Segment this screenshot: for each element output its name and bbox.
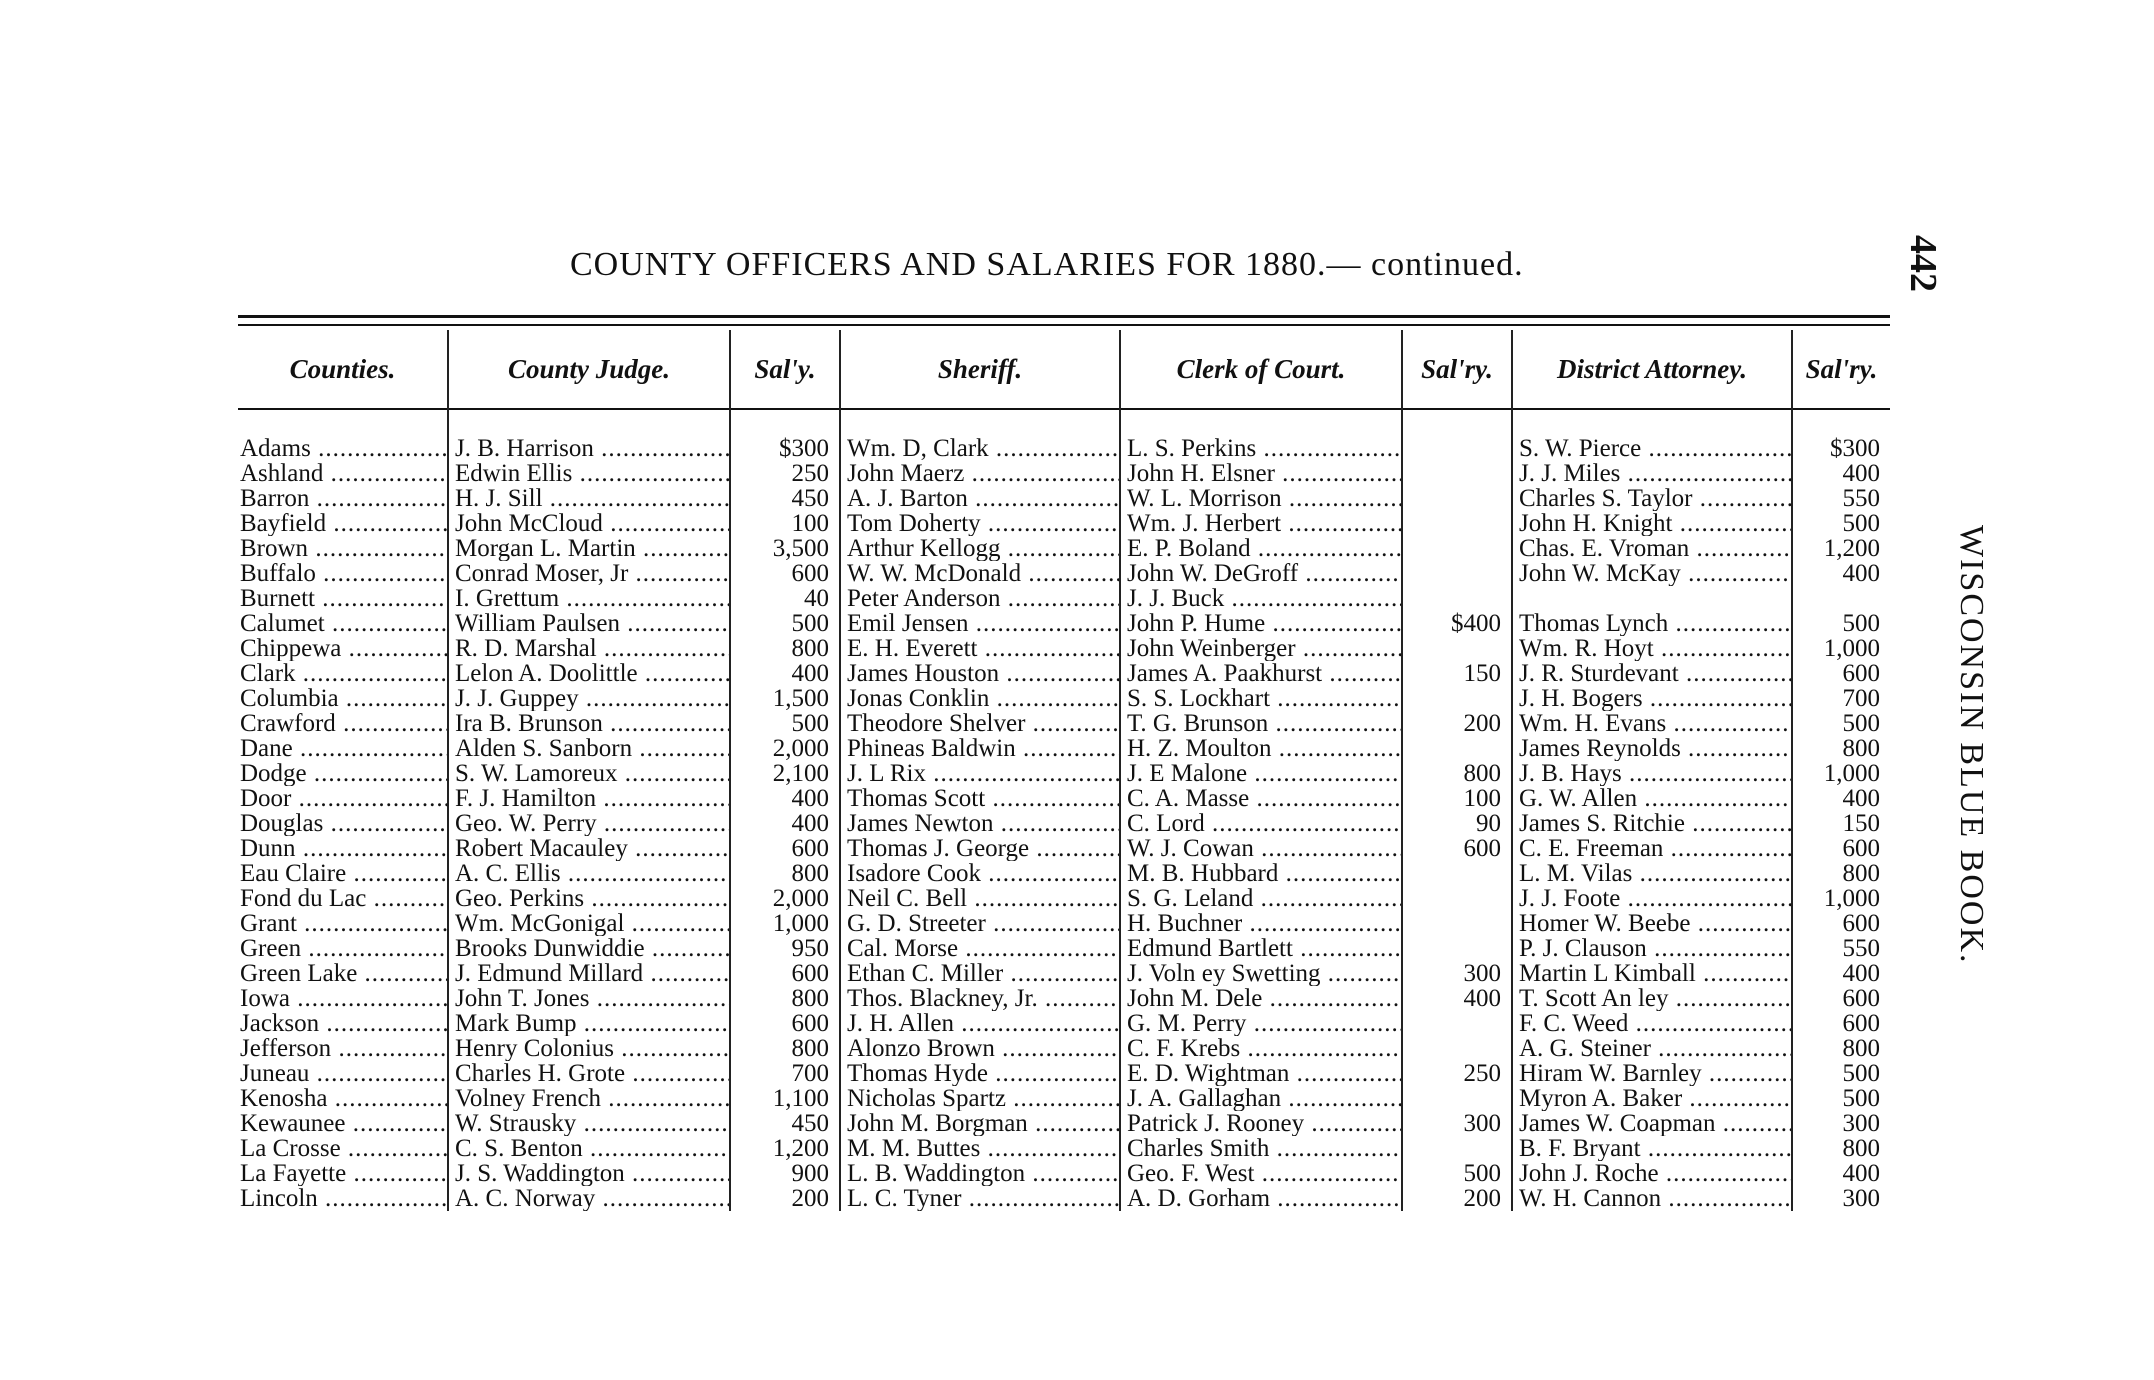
sheriff-cell: John M. Borgman ..... [840, 1111, 1120, 1136]
judge-cell: Mark Bump ..... [448, 1011, 730, 1036]
clerk-cell: H. Z. Moulton ..... [1120, 736, 1402, 761]
sheriff-cell: W. W. McDonald ..... [840, 561, 1120, 586]
attorney-cell: T. Scott An ley ..... [1512, 986, 1792, 1011]
attorney-cell: John W. McKay ..... [1512, 561, 1792, 586]
county-cell: Green Lake ..... [238, 961, 448, 986]
attorney-cell: Hiram W. Barnley ..... [1512, 1061, 1792, 1086]
judge-salary-cell: 400 [730, 661, 840, 686]
judge-cell: Geo. W. Perry ..... [448, 811, 730, 836]
judge-cell: Henry Colonius ..... [448, 1036, 730, 1061]
attorney-cell: J. H. Bogers ..... [1512, 686, 1792, 711]
clerk-salary-cell [1402, 536, 1512, 561]
judge-cell: Alden S. Sanborn ..... [448, 736, 730, 761]
clerk-cell: W. J. Cowan ..... [1120, 836, 1402, 861]
judge-salary-cell: 400 [730, 811, 840, 836]
table-row [238, 911, 1890, 936]
sheriff-cell: J. L Rix ..... [840, 761, 1120, 786]
attorney-cell: James W. Coapman ..... [1512, 1111, 1792, 1136]
clerk-salary-cell [1402, 511, 1512, 536]
county-cell: Bayfield ..... [238, 511, 448, 536]
county-cell: Jefferson ..... [238, 1036, 448, 1061]
judge-cell: H. J. Sill ..... [448, 486, 730, 511]
attorney-cell: B. F. Bryant ..... [1512, 1136, 1792, 1161]
judge-salary-cell: 1,500 [730, 686, 840, 711]
county-cell: La Fayette ..... [238, 1161, 448, 1186]
clerk-cell: S. G. Leland ..... [1120, 886, 1402, 911]
judge-salary-cell: 500 [730, 611, 840, 636]
clerk-salary-cell [1402, 686, 1512, 711]
clerk-cell: J. J. Buck ..... [1120, 586, 1402, 611]
attorney-salary-cell: 300 [1792, 1186, 1890, 1211]
attorney-salary-cell [1792, 586, 1890, 611]
attorney-cell: Charles S. Taylor ..... [1512, 486, 1792, 511]
county-cell: Dodge ..... [238, 761, 448, 786]
attorney-cell: J. B. Hays ..... [1512, 761, 1792, 786]
clerk-salary-cell [1402, 861, 1512, 886]
attorney-salary-cell: 550 [1792, 936, 1890, 961]
judge-salary-cell: 600 [730, 561, 840, 586]
page-number: 442 [1902, 235, 1944, 292]
clerk-salary-cell [1402, 1011, 1512, 1036]
clerk-cell: Charles Smith ..... [1120, 1136, 1402, 1161]
judge-cell: J. Edmund Millard ..... [448, 961, 730, 986]
header-clerk-of-court: Clerk of Court. [1120, 330, 1402, 408]
clerk-salary-cell: 600 [1402, 836, 1512, 861]
judge-salary-cell: 800 [730, 1036, 840, 1061]
attorney-salary-cell: 1,000 [1792, 886, 1890, 911]
clerk-salary-cell: 100 [1402, 786, 1512, 811]
attorney-cell: A. G. Steiner ..... [1512, 1036, 1792, 1061]
clerk-cell: John W. DeGroff ..... [1120, 561, 1402, 586]
header-county-judge: County Judge. [448, 330, 730, 408]
attorney-cell: S. W. Pierce ..... [1512, 408, 1792, 461]
judge-salary-cell: 800 [730, 636, 840, 661]
clerk-cell: C. F. Krebs ..... [1120, 1036, 1402, 1061]
sheriff-cell: Phineas Baldwin ..... [840, 736, 1120, 761]
clerk-salary-cell [1402, 486, 1512, 511]
judge-salary-cell: 400 [730, 786, 840, 811]
sheriff-cell: Peter Anderson ..... [840, 586, 1120, 611]
attorney-salary-cell: 400 [1792, 1161, 1890, 1186]
clerk-cell: W. L. Morrison ..... [1120, 486, 1402, 511]
table-row [238, 1036, 1890, 1061]
clerk-cell: H. Buchner ..... [1120, 911, 1402, 936]
judge-salary-cell: 700 [730, 1061, 840, 1086]
attorney-salary-cell: 400 [1792, 786, 1890, 811]
table-row [238, 511, 1890, 536]
attorney-cell: J. J. Miles ..... [1512, 461, 1792, 486]
attorney-salary-cell: 500 [1792, 511, 1890, 536]
clerk-salary-cell [1402, 1086, 1512, 1111]
county-cell: Adams ..... [238, 408, 448, 461]
clerk-salary-cell: 200 [1402, 1186, 1512, 1211]
clerk-salary-cell: 300 [1402, 1111, 1512, 1136]
attorney-salary-cell: 700 [1792, 686, 1890, 711]
sheriff-cell: E. H. Everett ..... [840, 636, 1120, 661]
sheriff-cell: James Newton ..... [840, 811, 1120, 836]
attorney-salary-cell: 550 [1792, 486, 1890, 511]
attorney-salary-cell: 600 [1792, 986, 1890, 1011]
attorney-cell: J. J. Foote ..... [1512, 886, 1792, 911]
top-rule-light [238, 324, 1890, 326]
judge-cell: Geo. Perkins ..... [448, 886, 730, 911]
sheriff-cell: A. J. Barton ..... [840, 486, 1120, 511]
sheriff-cell: Ethan C. Miller ..... [840, 961, 1120, 986]
table-row [238, 886, 1890, 911]
county-cell: Crawford ..... [238, 711, 448, 736]
county-cell: Chippewa ..... [238, 636, 448, 661]
attorney-cell: John J. Roche ..... [1512, 1161, 1792, 1186]
judge-cell: Edwin Ellis ..... [448, 461, 730, 486]
attorney-salary-cell: 600 [1792, 911, 1890, 936]
sheriff-cell: G. D. Streeter ..... [840, 911, 1120, 936]
attorney-cell: L. M. Vilas ..... [1512, 861, 1792, 886]
clerk-salary-cell [1402, 636, 1512, 661]
attorney-cell: W. H. Cannon ..... [1512, 1186, 1792, 1211]
judge-cell: William Paulsen ..... [448, 611, 730, 636]
county-cell: Barron ..... [238, 486, 448, 511]
table-row [238, 1061, 1890, 1086]
judge-cell: Volney French ..... [448, 1086, 730, 1111]
clerk-cell: James A. Paakhurst ..... [1120, 661, 1402, 686]
clerk-cell: E. D. Wightman ..... [1120, 1061, 1402, 1086]
page-title: COUNTY OFFICERS AND SALARIES FOR 1880.— continued. [570, 246, 1524, 283]
clerk-salary-cell: 250 [1402, 1061, 1512, 1086]
judge-cell: J. J. Guppey ..... [448, 686, 730, 711]
attorney-salary-cell: 800 [1792, 1136, 1890, 1161]
judge-cell: A. C. Norway ..... [448, 1186, 730, 1211]
clerk-salary-cell: 800 [1402, 761, 1512, 786]
table-row [238, 986, 1890, 1011]
table-row [238, 1136, 1890, 1161]
attorney-cell: G. W. Allen ..... [1512, 786, 1792, 811]
sheriff-cell: M. M. Buttes ..... [840, 1136, 1120, 1161]
judge-salary-cell: 900 [730, 1161, 840, 1186]
clerk-cell: J. E Malone ..... [1120, 761, 1402, 786]
clerk-cell: John M. Dele ..... [1120, 986, 1402, 1011]
sheriff-cell: Nicholas Spartz ..... [840, 1086, 1120, 1111]
table-row [238, 611, 1890, 636]
clerk-cell: John P. Hume ..... [1120, 611, 1402, 636]
clerk-cell: T. G. Brunson ..... [1120, 711, 1402, 736]
county-cell: Eau Claire ..... [238, 861, 448, 886]
table-row [238, 408, 1890, 461]
sheriff-cell: Wm. D, Clark ..... [840, 408, 1120, 461]
table-row [238, 1011, 1890, 1036]
county-cell: Jackson ..... [238, 1011, 448, 1036]
judge-cell: J. B. Harrison ..... [448, 408, 730, 461]
county-cell: Columbia ..... [238, 686, 448, 711]
attorney-salary-cell: 800 [1792, 861, 1890, 886]
attorney-salary-cell: 500 [1792, 711, 1890, 736]
judge-cell: Wm. McGonigal ..... [448, 911, 730, 936]
judge-cell: Brooks Dunwiddie ..... [448, 936, 730, 961]
table-row [238, 1111, 1890, 1136]
attorney-salary-cell: 600 [1792, 661, 1890, 686]
judge-cell: R. D. Marshal ..... [448, 636, 730, 661]
attorney-salary-cell: 600 [1792, 836, 1890, 861]
attorney-salary-cell: 600 [1792, 1011, 1890, 1036]
judge-salary-cell: 800 [730, 861, 840, 886]
sheriff-cell: Tom Doherty ..... [840, 511, 1120, 536]
clerk-cell: John H. Elsner ..... [1120, 461, 1402, 486]
judge-cell: A. C. Ellis ..... [448, 861, 730, 886]
judge-salary-cell: $300 [730, 408, 840, 461]
clerk-cell: Wm. J. Herbert ..... [1120, 511, 1402, 536]
judge-cell: C. S. Benton ..... [448, 1136, 730, 1161]
header-clerk-salary: Sal'ry. [1402, 330, 1512, 408]
table-row [238, 586, 1890, 611]
judge-cell: Lelon A. Doolittle ..... [448, 661, 730, 686]
attorney-salary-cell: 400 [1792, 961, 1890, 986]
sheriff-cell: L. C. Tyner ..... [840, 1186, 1120, 1211]
sheriff-cell: Thomas J. George ..... [840, 836, 1120, 861]
attorney-cell: Wm. R. Hoyt ..... [1512, 636, 1792, 661]
table-row [238, 811, 1890, 836]
header-attorney-salary: Sal'ry. [1792, 330, 1890, 408]
clerk-salary-cell [1402, 1036, 1512, 1061]
table-row [238, 561, 1890, 586]
attorney-salary-cell: 400 [1792, 461, 1890, 486]
header-district-attorney: District Attorney. [1512, 330, 1792, 408]
judge-salary-cell: 2,000 [730, 886, 840, 911]
clerk-salary-cell: 500 [1402, 1161, 1512, 1186]
judge-salary-cell: 500 [730, 711, 840, 736]
county-officers-table [238, 330, 1890, 1211]
sheriff-cell: Thomas Scott ..... [840, 786, 1120, 811]
sheriff-cell: Neil C. Bell ..... [840, 886, 1120, 911]
county-cell: Burnett ..... [238, 586, 448, 611]
clerk-salary-cell: 200 [1402, 711, 1512, 736]
sheriff-cell: Arthur Kellogg ..... [840, 536, 1120, 561]
table-row [238, 761, 1890, 786]
table-row [238, 836, 1890, 861]
table-row [238, 486, 1890, 511]
sheriff-cell: John Maerz ..... [840, 461, 1120, 486]
clerk-cell: A. D. Gorham ..... [1120, 1186, 1402, 1211]
judge-salary-cell: 450 [730, 1111, 840, 1136]
clerk-cell: Edmund Bartlett ..... [1120, 936, 1402, 961]
county-cell: Grant ..... [238, 911, 448, 936]
judge-cell: Charles H. Grote ..... [448, 1061, 730, 1086]
county-cell: Kewaunee ..... [238, 1111, 448, 1136]
clerk-cell: S. S. Lockhart ..... [1120, 686, 1402, 711]
attorney-cell [1512, 586, 1792, 611]
judge-salary-cell: 3,500 [730, 536, 840, 561]
county-cell: Dane ..... [238, 736, 448, 761]
sheriff-cell: Thomas Hyde ..... [840, 1061, 1120, 1086]
attorney-salary-cell: 500 [1792, 1061, 1890, 1086]
attorney-salary-cell: 1,200 [1792, 536, 1890, 561]
county-cell: Calumet ..... [238, 611, 448, 636]
sheriff-cell: L. B. Waddington ..... [840, 1161, 1120, 1186]
county-cell: Kenosha ..... [238, 1086, 448, 1111]
running-head: WISCONSIN BLUE BOOK. [1953, 525, 1990, 965]
clerk-cell: J. Voln ey Swetting ..... [1120, 961, 1402, 986]
clerk-cell: M. B. Hubbard ..... [1120, 861, 1402, 886]
judge-salary-cell: 40 [730, 586, 840, 611]
judge-salary-cell: 800 [730, 986, 840, 1011]
table-row [238, 661, 1890, 686]
clerk-salary-cell: 150 [1402, 661, 1512, 686]
judge-salary-cell: 600 [730, 1011, 840, 1036]
judge-salary-cell: 250 [730, 461, 840, 486]
table-body [238, 408, 1890, 1211]
header-counties: Counties. [289, 353, 396, 384]
judge-cell: Conrad Moser, Jr ..... [448, 561, 730, 586]
judge-salary-cell: 450 [730, 486, 840, 511]
attorney-salary-cell: 500 [1792, 1086, 1890, 1111]
county-cell: Douglas ..... [238, 811, 448, 836]
county-cell: Ashland ..... [238, 461, 448, 486]
county-cell: Juneau ..... [238, 1061, 448, 1086]
judge-cell: J. S. Waddington ..... [448, 1161, 730, 1186]
clerk-salary-cell [1402, 408, 1512, 461]
clerk-cell: G. M. Perry ..... [1120, 1011, 1402, 1036]
sheriff-cell: Jonas Conklin ..... [840, 686, 1120, 711]
sheriff-cell: Alonzo Brown ..... [840, 1036, 1120, 1061]
judge-cell: John T. Jones ..... [448, 986, 730, 1011]
county-cell: Brown ..... [238, 536, 448, 561]
table-row [238, 686, 1890, 711]
sheriff-cell: Thos. Blackney, Jr. ..... [840, 986, 1120, 1011]
attorney-salary-cell: 500 [1792, 611, 1890, 636]
attorney-cell: J. R. Sturdevant ..... [1512, 661, 1792, 686]
table-row [238, 636, 1890, 661]
table-row [238, 1086, 1890, 1111]
clerk-salary-cell: $400 [1402, 611, 1512, 636]
judge-salary-cell: 200 [730, 1186, 840, 1211]
clerk-salary-cell [1402, 736, 1512, 761]
county-cell: Dunn ..... [238, 836, 448, 861]
attorney-cell: P. J. Clauson ..... [1512, 936, 1792, 961]
clerk-cell: C. A. Masse ..... [1120, 786, 1402, 811]
county-cell: Buffalo ..... [238, 561, 448, 586]
sheriff-cell: James Houston ..... [840, 661, 1120, 686]
clerk-salary-cell: 90 [1402, 811, 1512, 836]
county-cell: Door ..... [238, 786, 448, 811]
attorney-salary-cell: 800 [1792, 1036, 1890, 1061]
attorney-cell: James S. Ritchie ..... [1512, 811, 1792, 836]
clerk-salary-cell [1402, 586, 1512, 611]
judge-salary-cell: 2,100 [730, 761, 840, 786]
attorney-salary-cell: 800 [1792, 736, 1890, 761]
sheriff-cell: Theodore Shelver ..... [840, 711, 1120, 736]
clerk-cell: John Weinberger ..... [1120, 636, 1402, 661]
sheriff-cell: Emil Jensen ..... [840, 611, 1120, 636]
table-row [238, 786, 1890, 811]
attorney-cell: Myron A. Baker ..... [1512, 1086, 1792, 1111]
attorney-cell: Thomas Lynch ..... [1512, 611, 1792, 636]
attorney-salary-cell: 1,000 [1792, 636, 1890, 661]
table-row [238, 961, 1890, 986]
header-sheriff: Sheriff. [840, 330, 1120, 408]
judge-cell: John McCloud ..... [448, 511, 730, 536]
judge-cell: Morgan L. Martin ..... [448, 536, 730, 561]
attorney-cell: Chas. E. Vroman ..... [1512, 536, 1792, 561]
table-row [238, 736, 1890, 761]
attorney-salary-cell: $300 [1792, 408, 1890, 461]
attorney-salary-cell: 400 [1792, 561, 1890, 586]
attorney-salary-cell: 150 [1792, 811, 1890, 836]
attorney-cell: Wm. H. Evans ..... [1512, 711, 1792, 736]
clerk-cell: C. Lord ..... [1120, 811, 1402, 836]
clerk-cell: Patrick J. Rooney ..... [1120, 1111, 1402, 1136]
county-cell: Clark ..... [238, 661, 448, 686]
judge-cell: S. W. Lamoreux ..... [448, 761, 730, 786]
attorney-cell: C. E. Freeman ..... [1512, 836, 1792, 861]
judge-salary-cell: 1,200 [730, 1136, 840, 1161]
top-rule-heavy [238, 315, 1890, 318]
table-row [238, 1186, 1890, 1211]
clerk-salary-cell [1402, 911, 1512, 936]
clerk-salary-cell: 400 [1402, 986, 1512, 1011]
county-cell: Lincoln ..... [238, 1186, 448, 1211]
judge-cell: W. Strausky ..... [448, 1111, 730, 1136]
sheriff-cell: J. H. Allen ..... [840, 1011, 1120, 1036]
county-cell: La Crosse ..... [238, 1136, 448, 1161]
clerk-salary-cell: 300 [1402, 961, 1512, 986]
clerk-cell: Geo. F. West ..... [1120, 1161, 1402, 1186]
judge-salary-cell: 1,000 [730, 911, 840, 936]
county-cell: Iowa ..... [238, 986, 448, 1011]
clerk-salary-cell [1402, 561, 1512, 586]
attorney-salary-cell: 1,000 [1792, 761, 1890, 786]
clerk-cell: J. A. Gallaghan ..... [1120, 1086, 1402, 1111]
table-row [238, 936, 1890, 961]
clerk-cell: L. S. Perkins ..... [1120, 408, 1402, 461]
table-row [238, 536, 1890, 561]
attorney-cell: F. C. Weed ..... [1512, 1011, 1792, 1036]
table-row [238, 861, 1890, 886]
judge-cell: I. Grettum ..... [448, 586, 730, 611]
sheriff-cell: Cal. Morse ..... [840, 936, 1120, 961]
judge-salary-cell: 950 [730, 936, 840, 961]
attorney-cell: John H. Knight ..... [1512, 511, 1792, 536]
sheriff-cell: Isadore Cook ..... [840, 861, 1120, 886]
table-row [238, 711, 1890, 736]
attorney-salary-cell: 300 [1792, 1111, 1890, 1136]
judge-salary-cell: 600 [730, 961, 840, 986]
judge-salary-cell: 100 [730, 511, 840, 536]
attorney-cell: Martin L Kimball ..... [1512, 961, 1792, 986]
judge-cell: Ira B. Brunson ..... [448, 711, 730, 736]
clerk-salary-cell [1402, 936, 1512, 961]
attorney-cell: Homer W. Beebe ..... [1512, 911, 1792, 936]
judge-salary-cell: 2,000 [730, 736, 840, 761]
clerk-cell: E. P. Boland ..... [1120, 536, 1402, 561]
clerk-salary-cell [1402, 461, 1512, 486]
judge-cell: Robert Macauley ..... [448, 836, 730, 861]
attorney-cell: James Reynolds ..... [1512, 736, 1792, 761]
header-row [238, 330, 1890, 408]
clerk-salary-cell [1402, 1136, 1512, 1161]
county-cell: Fond du Lac ..... [238, 886, 448, 911]
clerk-salary-cell [1402, 886, 1512, 911]
county-cell: Green ..... [238, 936, 448, 961]
table-row [238, 461, 1890, 486]
header-judge-salary: Sal'y. [730, 330, 840, 408]
table-row [238, 1161, 1890, 1186]
judge-salary-cell: 1,100 [730, 1086, 840, 1111]
judge-salary-cell: 600 [730, 836, 840, 861]
judge-cell: F. J. Hamilton ..... [448, 786, 730, 811]
